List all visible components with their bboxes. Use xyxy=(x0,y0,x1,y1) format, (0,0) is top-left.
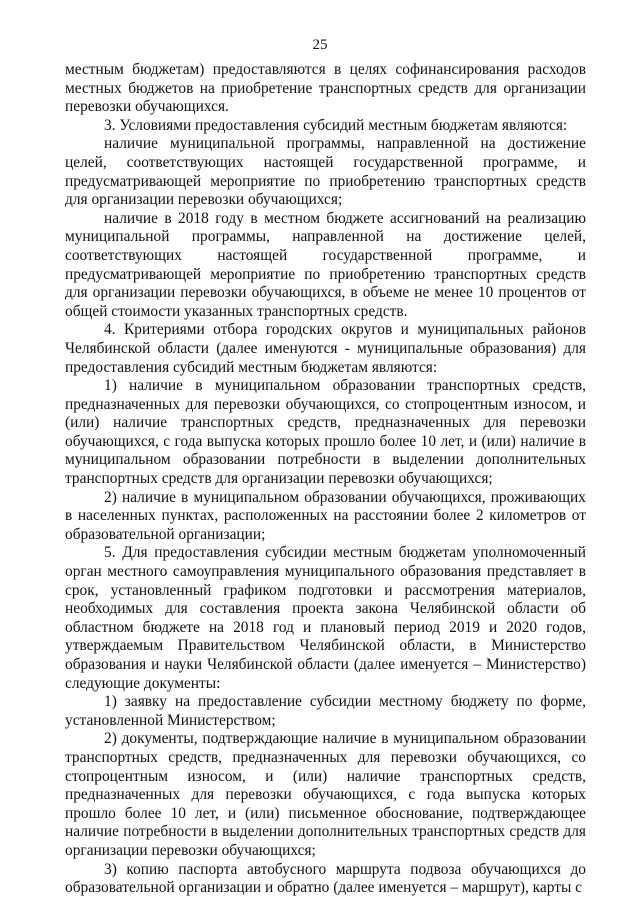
paragraph-criterion-2: 2) наличие в муниципальном образовании обучающихся, проживающих в населенных пунктах, расположенных на расстоянии более 2 километров от образовательной организации; xyxy=(65,488,586,543)
paragraph-document-1: 1) заявку на предоставление субсидии местному бюджету по форме, установленной Министерством; xyxy=(65,693,586,729)
paragraph-document-3: 3) копию паспорта автобусного маршрута подвоза обучающихся до образовательной организации и обратно (далее именуется – маршрут), карты с xyxy=(65,860,586,897)
page-number: 25 xyxy=(312,37,328,53)
paragraph-criterion-1: 1) наличие в муниципальном образовании транспортных средств, предназначенных для перевозки обучающихся, со стопроцентным износом, и (или) наличие транспортных средств, предназначенных для перевозки обучающихся, с года выпуска которых прошло более 10 лет, и (или) наличие в муниципальном образовании потребности в выделении дополнительных транспортных средств для организации перевозки обучающихся; xyxy=(65,377,586,488)
paragraph-item-3: 3. Условиями предоставления субсидий местным бюджетам являются: xyxy=(104,116,568,134)
paragraph-item-5: 5. Для предоставления субсидии местным бюджетам уполномоченный орган местного самоуправления муниципального образования представляет в срок, установленный графиком подготовки и рассмотрения материалов, необходимых для составления проекта закона Челябинской области об областном бюджете на 2018 год и плановый период 2019 и 2020 годов, утверждаемым Правительством Челябинской области, в Министерство образования и науки Челябинской области (далее именуется – Министерство) следующие документы: xyxy=(65,544,586,692)
paragraph-condition-2: наличие в 2018 году в местном бюджете ассигнований на реализацию муниципальной программы, направленной на достижение целей, соответствующих настоящей государственной программе, и предусматривающей мероприятие по приобретению транспортных средств для организации перевозки обучающихся, в объеме не менее 10 процентов от общей стоимости указанных транспортных средств. xyxy=(65,209,586,320)
paragraph-item-4: 4. Критериями отбора городских округов и муниципальных районов Челябинской области (далее именуются - муниципальные образования) для предоставления субсидий местным бюджетам являются: xyxy=(65,321,586,376)
paragraph-continuation: местным бюджетам) предоставляются в целях софинансирования расходов местных бюджетов на приобретение транспортных средств для организации перевозки обучающихся. xyxy=(65,61,586,116)
document-body xyxy=(65,61,586,898)
paragraph-document-2: 2) документы, подтверждающие наличие в муниципальном образовании транспортных средств, предназначенных для перевозки обучающихся, со стопроцентным износом, и (или) наличие транспортных средств, предназначенных для перевозки обучающихся, с года выпуска которых прошло более 10 лет, и (или) письменное обоснование, подтверждающее наличие потребности в выделении дополнительных транспортных средств для организации перевозки обучающихся; xyxy=(65,730,586,859)
paragraph-condition-1: наличие муниципальной программы, направленной на достижение целей, соответствующих настоящей государственной программе, и предусматривающей мероприятие по приобретению транспортных средств для организации перевозки обучающихся; xyxy=(65,135,586,209)
